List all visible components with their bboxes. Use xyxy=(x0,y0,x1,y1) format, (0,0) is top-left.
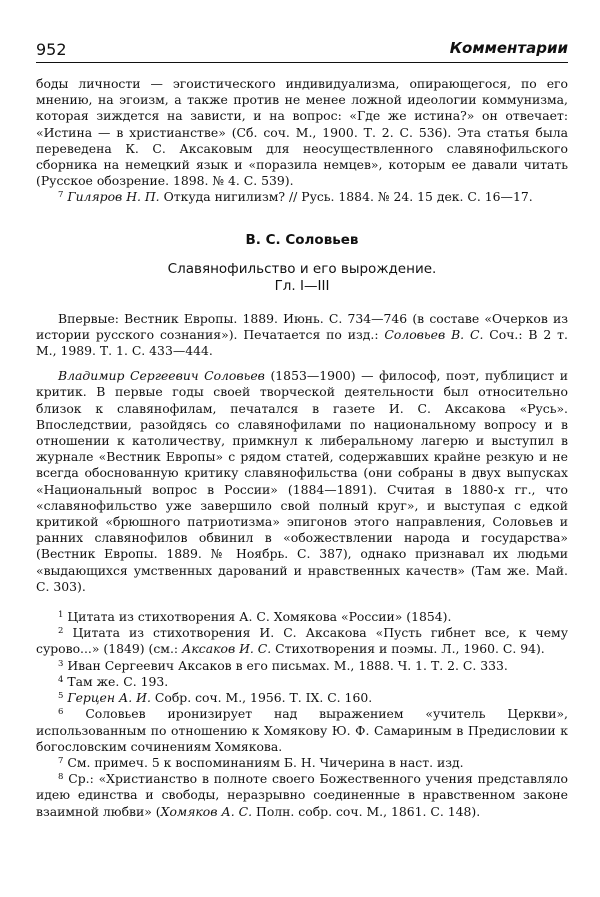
footnote-text: См. примеч. 5 к воспоминаниям Б. Н. Чичерина в наст. изд. xyxy=(67,754,464,770)
footnote-number: 5 xyxy=(58,691,64,702)
footnotes-list xyxy=(36,609,568,820)
footnote-text-end: Стихотворения и поэмы. Л., 1960. С. 94). xyxy=(271,641,545,657)
footnote-1 xyxy=(36,609,568,625)
footnote-text-end: Собр. соч. М., 1956. Т. IX. С. 160. xyxy=(150,690,373,706)
footnote-text: Соловьев иронизирует над выражением «учитель Церкви», использованным по отношению к Хомякову Ю. Ф. Самариным в Предисловии к богословским сочинениям Хомякова. xyxy=(36,706,568,754)
footnote-author: Гиляров Н. П. xyxy=(67,189,160,205)
footnote-6 xyxy=(36,706,568,755)
publication-text-1: Впервые: Вестник Европы. 1889. Июнь. С. 734—746 (в составе «Очерков из истории русского сознания»). Печатается по изд.: xyxy=(36,310,568,342)
biography-name: Владимир Сергеевич Соловьев xyxy=(58,368,265,384)
footnote-number: 2 xyxy=(58,626,64,637)
footnote-author: Хомяков А. С. xyxy=(160,803,253,819)
footnote-text: Откуда нигилизм? // Русь. 1884. № 24. 15 дек. С. 16—17. xyxy=(159,189,533,205)
footnote-number: 1 xyxy=(58,610,64,621)
running-head: Комментарии xyxy=(449,39,568,57)
biography-text: (1853—1900) — философ, поэт, публицист и критик. В первые годы своей творческой деятельности был относительно близок к славянофилам, печатался в газете И. С. Аксакова «Русь». Впоследствии, разойдясь со славянофилами по национальному вопросу и в отношении к католичеству, примкнул к либеральному лагерю и выступил в журнале «Вестник Европы» с рядом статей, содержавших крайне резкую и не всегда обоснованную критику славянофильства (они собраны в двух выпусках «Национальный вопрос в России» (1884—1891). Считая в 1880-х гг., что «славянофильство уже завершило свой полный круг», и выступая с едкой критикой «брюшного патриотизма» эпигонов этого направления, Соловьев и ранних славянофилов обвинил в «обожествлении народа и государства» (Вестник Европы. 1889. № Ноябрь. С. 387), однако признавал их людьми «выдающихся умственных дарований и нравственных качеств» (Там же. Май. С. 303). xyxy=(36,368,568,594)
page-number: 952 xyxy=(36,40,67,59)
footnote-number: 7 xyxy=(58,190,64,201)
header-rule xyxy=(36,62,568,63)
footnote-3 xyxy=(36,658,568,674)
footnote-text: Ср.: «Христианство в полноте своего Божественного учения представляло идею единства и свободы, неразрывно соединенные в нравственном законе взаимной любви» ( xyxy=(36,771,568,819)
page-body xyxy=(36,76,568,820)
subtitle-line-2: Гл. I—III xyxy=(274,277,330,294)
footnote-8 xyxy=(36,771,568,820)
page-header xyxy=(36,36,568,62)
footnote-text: Цитата из стихотворения И. С. Аксакова «Пусть гибнет все, к чему сурово...» (1849) (см.: xyxy=(36,625,568,657)
footnote-5 xyxy=(36,690,568,706)
section-subtitle xyxy=(36,261,568,295)
footnote-number: 4 xyxy=(58,674,64,685)
publication-text-2: Соч.: В 2 т. М., 1989. Т. 1. С. 433—444. xyxy=(36,326,568,359)
section-title: В. С. Соловьев xyxy=(245,231,359,248)
footnote-number: 7 xyxy=(58,755,64,766)
footnote-author: Герцен А. И. xyxy=(67,690,151,706)
footnote-text: Там же. С. 193. xyxy=(67,673,169,689)
footnote-number: 8 xyxy=(58,772,64,783)
footnote-number: 3 xyxy=(58,658,64,669)
biography-paragraph xyxy=(36,368,568,595)
footnote-number: 6 xyxy=(58,707,64,718)
subtitle-line-1: Славянофильство и его вырождение. xyxy=(167,260,437,277)
publication-author: Соловьев В. С. xyxy=(384,326,484,342)
footnote-2 xyxy=(36,625,568,657)
footnote-7 xyxy=(36,755,568,771)
footnote-text: Иван Сергеевич Аксаков в его письмах. М., 1888. Ч. 1. Т. 2. С. 333. xyxy=(67,657,508,673)
footnote-4 xyxy=(36,674,568,690)
intro-paragraph: боды личности — эгоистического индивидуализма, опирающегося, по его мнению, на эгоизм, а также против не менее ложной идеологии коммунизма, которая зиждется на зависти, и на вопрос: «Где же истина?» он отвечает: «Истина — в христианстве» (Сб. соч. М., 1900. Т. 2. С. 536). Эта статья была переведена К. С. Аксаковым для неосуществленного славянофильского сборника на немецкий язык и «поразила немцев», которым ее давали читать (Русское обозрение. 1898. № 4. С. 539). xyxy=(36,76,568,189)
footnote-text-end: Полн. собр. соч. М., 1861. С. 148). xyxy=(252,803,481,819)
footnote-text: Цитата из стихотворения А. С. Хомякова «России» (1854). xyxy=(67,609,452,625)
publication-info xyxy=(36,311,568,360)
footnote-author: Аксаков И. С. xyxy=(182,641,272,657)
intro-footnote-7 xyxy=(36,189,568,205)
